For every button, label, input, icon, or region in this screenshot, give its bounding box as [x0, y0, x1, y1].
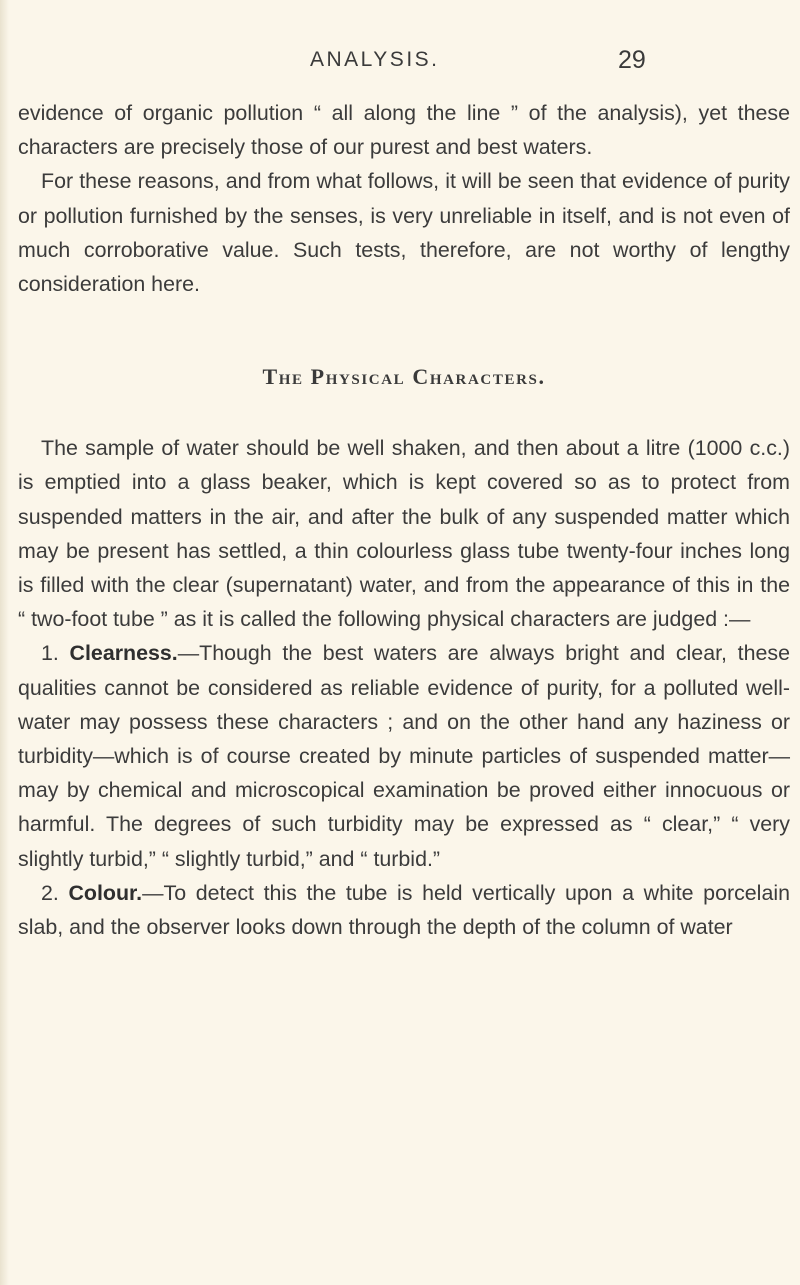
- body-text: [18, 96, 790, 944]
- page-edge: [0, 0, 9, 1285]
- item-number: 1.: [41, 641, 59, 666]
- item-text-clearness: —Though the best waters are always bright and clear, these qualities cannot be considered as reliable evidence of purity, for a polluted well-water may possess these characters ; and on the other hand any haziness or turbidity—which is of course created by minute particles of suspended matter—may by chemical and microscopical examination be proved either innocuous or harmful. The degrees of such turbidity may be expressed as “ clear,” “ very slightly turbid,” “ slightly turbid,” and “ turbid.”: [18, 641, 790, 871]
- section-heading: The Physical Characters.: [262, 364, 546, 390]
- list-item-clearness: [18, 636, 790, 875]
- item-text-colour: —To detect this the tube is held vertically upon a white porcelain slab, and the observer looks down through the depth of the column of water: [18, 880, 790, 940]
- item-label-colour: Colour.: [68, 880, 143, 905]
- page-header: [0, 48, 800, 82]
- paragraph-sample-procedure: The sample of water should be well shaken, and then about a litre (1000 c.c.) is emptied into a glass beaker, which is kept covered so as to protect from suspended matters in the air, and after the bulk of any suspended matter which may be present has settled, a thin colourless glass tube twenty-four inches long is filled with the clear (supernatant) water, and from the appearance of this in the “ two-foot tube ” as it is called the following physical characters are judged :—: [18, 436, 790, 632]
- item-label-clearness: Clearness.: [69, 641, 178, 666]
- paragraph-continuation: evidence of organic pollution “ all along the line ” of the analysis), yet these characters are precisely those of our purest and best waters.: [18, 101, 790, 160]
- list-item-colour: [18, 876, 790, 944]
- running-head: ANALYSIS.: [310, 48, 440, 71]
- item-number: 2.: [41, 880, 59, 905]
- page-number: 29: [618, 46, 646, 74]
- paragraph-reasons: For these reasons, and from what follows, it will be seen that evidence of purity or pollution furnished by the senses, is very unreliable in itself, and is not even of much corroborative value. Such tests, therefore, are not worthy of lengthy consideration here.: [18, 169, 790, 297]
